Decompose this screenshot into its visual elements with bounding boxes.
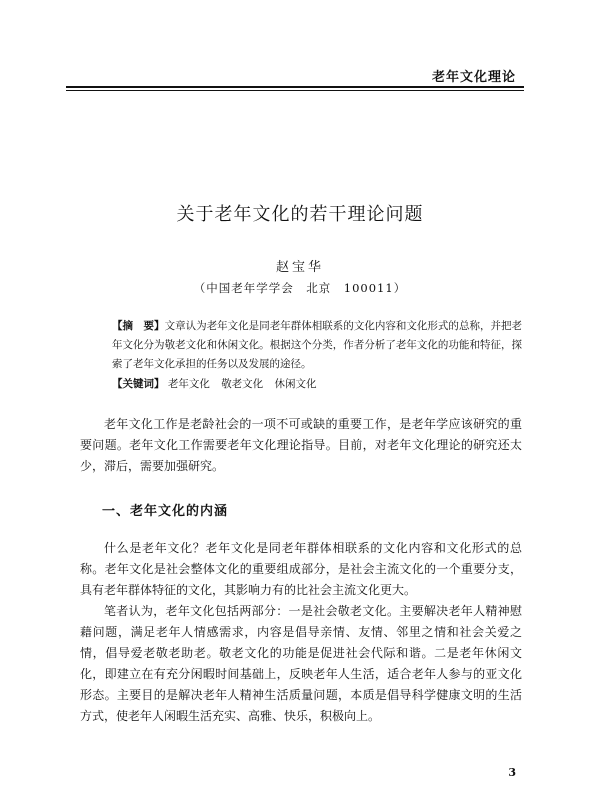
keywords (112, 375, 522, 394)
abstract-label: 【摘 要】 (112, 320, 165, 332)
keyword: 老年文化 (167, 378, 210, 390)
keyword: 敬老文化 (221, 378, 264, 390)
author-affiliation: （中国老年学学会 北京 100011） (193, 281, 407, 295)
section-body (80, 538, 522, 727)
header-rule-thin (66, 90, 524, 91)
body-paragraph: 什么是老年文化？老年文化是同老年群体相联系的文化内容和文化形式的总称。老年文化是社会整体文化的重要组成部分，是社会主流文化的一个重要分支，具有老年群体特征的文化，其影响力有的比社会主流文化更大。 (80, 541, 522, 597)
keyword: 休闲文化 (274, 378, 317, 390)
running-header: 老年文化理论 (431, 70, 516, 85)
article-title: 关于老年文化的若干理论问题 (176, 204, 424, 225)
abstract (112, 317, 522, 374)
page-number: 3 (508, 766, 516, 779)
author-name: 赵宝华 (275, 260, 324, 275)
intro-paragraph: 老年文化工作是老龄社会的一项不可或缺的重要工作，是老年学应该研究的重要问题。老年文化工作需要老年文化理论指导。目前，对老年文化理论的研究还太少，滞后，需要加强研究。 (80, 417, 522, 473)
intro-section (80, 414, 522, 477)
body-paragraph: 笔者认为，老年文化包括两部分：一是社会敬老文化。主要解决老年人精神慰藉问题，满足老年人情感需求，内容是倡导亲情、友情、邻里之情和社会关爱之情，倡导爱老敬老助老。敬老文化的功能是促进社会代际和谐。二是老年休闲文化，即建立在有充分闲暇时间基础上，反映老年人生活，适合老年人参与的亚文化形态。主要目的是解决老年人精神生活质量问题，本质是倡导科学健康文明的生活方式，使老年人闲暇生活充实、高雅、快乐，积极向上。 (80, 604, 522, 723)
section-heading: 一、老年文化的内涵 (102, 504, 229, 519)
header-rule-thick (66, 86, 524, 88)
keywords-label: 【关键词】 (112, 378, 165, 390)
abstract-text: 文章认为老年文化是同老年群体相联系的文化内容和文化形式的总称，并把老年文化分为敬老文化和休闲文化。根据这个分类，作者分析了老年文化的功能和特征，探索了老年文化承担的任务以及发展的途径。 (112, 320, 523, 370)
